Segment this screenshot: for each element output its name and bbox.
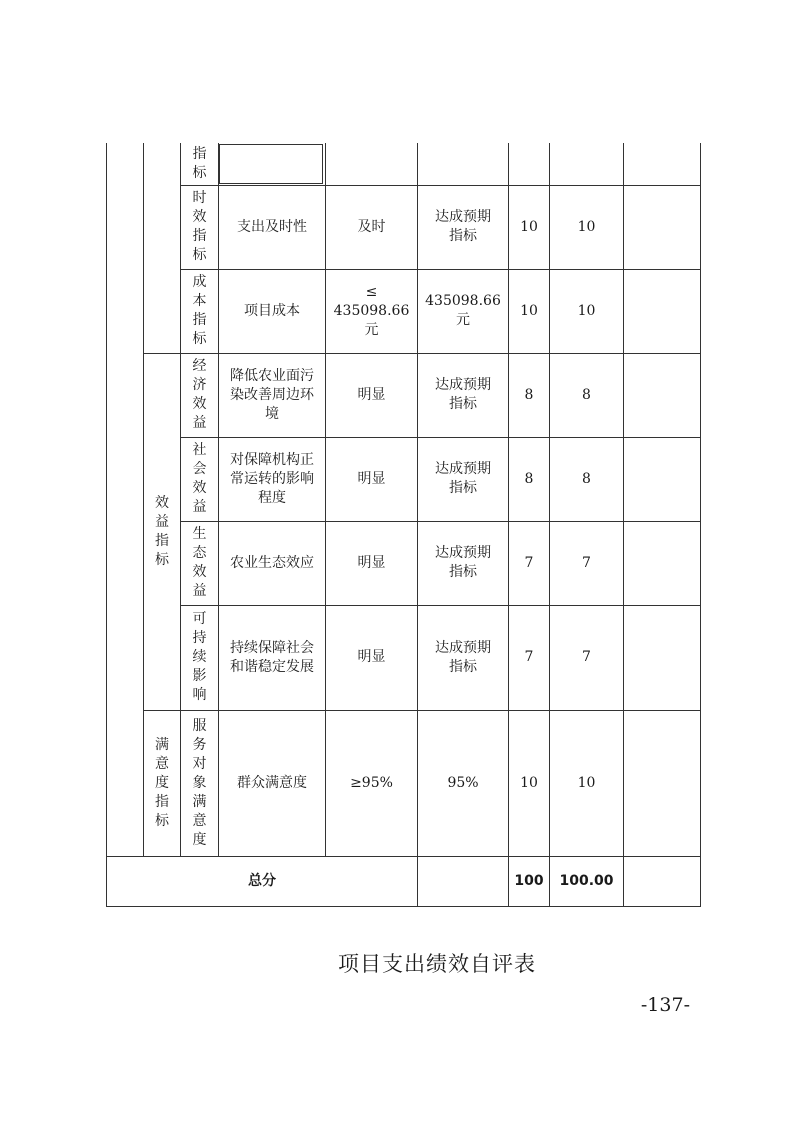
sub-indicator-cell: 社 会 效 益 — [181, 437, 219, 521]
satisfaction-group-cell: 满 意 度 指 标 — [144, 710, 181, 856]
score-cell: 10 — [550, 185, 624, 269]
level1-column-cell — [107, 143, 144, 856]
table-row — [107, 185, 701, 269]
score-cell: 7 — [550, 521, 624, 605]
weight-cell: 10 — [509, 710, 550, 856]
total-label: 总分 — [107, 856, 418, 906]
level2-column-cell — [144, 143, 181, 353]
actual-cell: 达成预期 指标 — [418, 605, 509, 710]
total-row — [107, 856, 701, 906]
sub-indicator-cell: 服 务 对 象 满 意 度 — [181, 710, 219, 856]
remark-cell — [624, 605, 701, 710]
total-weight: 100 — [509, 856, 550, 906]
total-table — [106, 856, 701, 907]
indicator-cell: 支出及时性 — [219, 185, 326, 269]
document-title-text: 项目支出绩效自评表 — [338, 952, 536, 976]
sub-indicator-cell: 时 效 指 标 — [181, 185, 219, 269]
target-cell: 及时 — [326, 185, 418, 269]
table-row — [107, 269, 701, 353]
total-score: 100.00 — [550, 856, 624, 906]
table-row — [107, 521, 701, 605]
page-number: -137- — [640, 994, 690, 1016]
document-title — [0, 948, 794, 978]
target-cell: 明显 — [326, 437, 418, 521]
total-actual-cell — [418, 856, 509, 906]
indicator-cell: 项目成本 — [219, 269, 326, 353]
indicator-cell: 持续保障社会 和谐稳定发展 — [219, 605, 326, 710]
score-cell — [550, 143, 624, 185]
target-cell: ≥95% — [326, 710, 418, 856]
table-row — [107, 143, 701, 185]
score-cell: 10 — [550, 710, 624, 856]
target-cell: ≤ 435098.66 元 — [326, 269, 418, 353]
weight-cell: 10 — [509, 185, 550, 269]
remark-cell — [624, 143, 701, 185]
actual-cell: 435098.66 元 — [418, 269, 509, 353]
actual-cell — [418, 143, 509, 185]
weight-cell: 7 — [509, 521, 550, 605]
weight-cell: 8 — [509, 353, 550, 437]
remark-cell — [624, 185, 701, 269]
actual-cell: 达成预期 指标 — [418, 185, 509, 269]
sub-indicator-cell: 生 态 效 益 — [181, 521, 219, 605]
target-cell: 明显 — [326, 605, 418, 710]
remark-cell — [624, 269, 701, 353]
sub-indicator-cell: 可 持 续 影 响 — [181, 605, 219, 710]
indicator-cell — [219, 143, 326, 185]
table-row — [107, 353, 701, 437]
indicator-cell: 对保障机构正 常运转的影响 程度 — [219, 437, 326, 521]
target-cell — [326, 143, 418, 185]
weight-cell: 8 — [509, 437, 550, 521]
target-cell: 明显 — [326, 521, 418, 605]
target-cell: 明显 — [326, 353, 418, 437]
score-cell: 7 — [550, 605, 624, 710]
table-row — [107, 437, 701, 521]
total-remark-cell — [624, 856, 701, 906]
indicator-cell: 降低农业面污 染改善周边环 境 — [219, 353, 326, 437]
indicator-cell: 农业生态效应 — [219, 521, 326, 605]
indicator-cell: 群众满意度 — [219, 710, 326, 856]
actual-cell: 达成预期 指标 — [418, 521, 509, 605]
remark-cell — [624, 353, 701, 437]
indicator-inner-box — [219, 144, 323, 184]
weight-cell — [509, 143, 550, 185]
actual-cell: 95% — [418, 710, 509, 856]
actual-cell: 达成预期 指标 — [418, 353, 509, 437]
score-cell: 8 — [550, 353, 624, 437]
weight-cell: 10 — [509, 269, 550, 353]
actual-cell: 达成预期 指标 — [418, 437, 509, 521]
sub-indicator-cell: 成 本 指 标 — [181, 269, 219, 353]
performance-table-sheet — [106, 143, 700, 907]
score-cell: 8 — [550, 437, 624, 521]
benefit-group-cell: 效 益 指 标 — [144, 353, 181, 710]
table-row — [107, 710, 701, 856]
table-row — [107, 605, 701, 710]
remark-cell — [624, 710, 701, 856]
weight-cell: 7 — [509, 605, 550, 710]
score-cell: 10 — [550, 269, 624, 353]
sub-indicator-cell: 经 济 效 益 — [181, 353, 219, 437]
remark-cell — [624, 521, 701, 605]
sub-indicator-cell: 指 标 — [181, 143, 219, 185]
performance-table — [106, 143, 701, 857]
remark-cell — [624, 437, 701, 521]
